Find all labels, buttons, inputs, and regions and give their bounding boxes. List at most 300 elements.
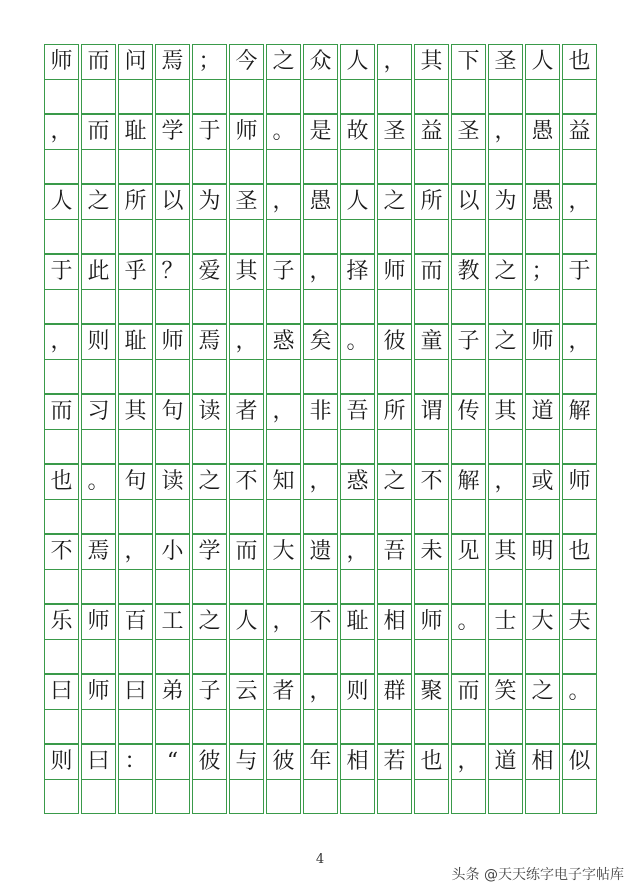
practice-cell (451, 499, 486, 534)
character-cell: ， (118, 534, 153, 569)
practice-cell (562, 569, 597, 604)
character-cell: 大 (266, 534, 301, 569)
character-cell: 年 (303, 744, 338, 779)
practice-cell (377, 289, 412, 324)
character-cell: 与 (229, 744, 264, 779)
practice-row (44, 79, 597, 114)
character-cell: 吾 (340, 394, 375, 429)
character-cell: ， (44, 114, 79, 149)
practice-cell (340, 709, 375, 744)
character-cell: 彼 (266, 744, 301, 779)
practice-cell (340, 149, 375, 184)
practice-cell (562, 709, 597, 744)
practice-cell (192, 709, 227, 744)
text-row (44, 534, 597, 569)
character-cell: 师 (44, 44, 79, 79)
page-number: 4 (315, 852, 325, 867)
practice-cell (155, 429, 190, 464)
practice-cell (488, 429, 523, 464)
character-cell: 。 (451, 604, 486, 639)
character-cell: 惑 (340, 464, 375, 499)
practice-cell (81, 149, 116, 184)
practice-row (44, 289, 597, 324)
practice-row (44, 359, 597, 394)
practice-cell (229, 639, 264, 674)
practice-cell (377, 639, 412, 674)
practice-cell (118, 219, 153, 254)
practice-cell (451, 219, 486, 254)
practice-cell (377, 359, 412, 394)
character-cell: 为 (192, 184, 227, 219)
character-cell: 圣 (488, 44, 523, 79)
practice-cell (229, 79, 264, 114)
character-cell: 道 (488, 744, 523, 779)
practice-cell (192, 149, 227, 184)
practice-cell (44, 779, 79, 814)
character-cell: 弟 (155, 674, 190, 709)
character-cell: 耻 (118, 114, 153, 149)
practice-cell (414, 149, 449, 184)
character-cell: ， (488, 114, 523, 149)
character-cell: 。 (562, 674, 597, 709)
character-cell: 或 (525, 464, 560, 499)
practice-cell (488, 289, 523, 324)
practice-cell (340, 569, 375, 604)
practice-row (44, 499, 597, 534)
character-cell: 择 (340, 254, 375, 289)
character-cell: ， (562, 324, 597, 359)
character-cell: ， (229, 324, 264, 359)
practice-cell (451, 149, 486, 184)
practice-cell (562, 499, 597, 534)
character-cell: 人 (525, 44, 560, 79)
character-cell: 习 (81, 394, 116, 429)
character-cell: 之 (525, 674, 560, 709)
practice-cell (81, 779, 116, 814)
practice-cell (229, 709, 264, 744)
practice-cell (266, 499, 301, 534)
character-cell: 读 (192, 394, 227, 429)
practice-cell (81, 219, 116, 254)
practice-cell (155, 219, 190, 254)
practice-cell (377, 219, 412, 254)
text-row (44, 394, 597, 429)
practice-cell (451, 709, 486, 744)
character-cell: 以 (451, 184, 486, 219)
practice-cell (377, 709, 412, 744)
practice-cell (155, 639, 190, 674)
character-cell: 乎 (118, 254, 153, 289)
grid-row-pair (44, 674, 597, 744)
practice-cell (562, 429, 597, 464)
practice-cell (414, 569, 449, 604)
practice-cell (414, 359, 449, 394)
practice-row (44, 779, 597, 814)
practice-cell (451, 639, 486, 674)
character-cell: ， (44, 324, 79, 359)
practice-cell (451, 779, 486, 814)
character-cell: ， (303, 674, 338, 709)
character-cell: 其 (414, 44, 449, 79)
practice-cell (303, 149, 338, 184)
grid-row-pair (44, 184, 597, 254)
character-cell: 之 (377, 464, 412, 499)
practice-cell (192, 779, 227, 814)
character-cell: 曰 (44, 674, 79, 709)
practice-cell (118, 149, 153, 184)
text-row (44, 674, 597, 709)
practice-cell (525, 149, 560, 184)
character-cell: 今 (229, 44, 264, 79)
grid-row-pair (44, 254, 597, 324)
character-cell: 圣 (377, 114, 412, 149)
character-cell: 读 (155, 464, 190, 499)
practice-cell (562, 149, 597, 184)
practice-cell (414, 219, 449, 254)
practice-cell (414, 779, 449, 814)
character-cell: 工 (155, 604, 190, 639)
practice-cell (155, 709, 190, 744)
character-cell: ， (562, 184, 597, 219)
practice-cell (340, 499, 375, 534)
practice-cell (81, 289, 116, 324)
practice-cell (488, 79, 523, 114)
character-cell: 师 (562, 464, 597, 499)
practice-cell (155, 289, 190, 324)
character-cell: 童 (414, 324, 449, 359)
character-cell: 子 (451, 324, 486, 359)
practice-cell (525, 79, 560, 114)
text-row (44, 184, 597, 219)
practice-cell (414, 429, 449, 464)
character-cell: ， (303, 464, 338, 499)
character-cell: ， (377, 44, 412, 79)
character-cell: 遗 (303, 534, 338, 569)
character-cell: 其 (118, 394, 153, 429)
practice-cell (192, 79, 227, 114)
practice-cell (266, 709, 301, 744)
grid-row-pair (44, 604, 597, 674)
practice-cell (525, 779, 560, 814)
practice-cell (340, 289, 375, 324)
character-cell: 。 (266, 114, 301, 149)
practice-cell (562, 289, 597, 324)
practice-cell (488, 709, 523, 744)
grid-row-pair (44, 324, 597, 394)
character-cell: 耻 (118, 324, 153, 359)
practice-cell (414, 709, 449, 744)
character-cell: 者 (229, 394, 264, 429)
practice-cell (525, 289, 560, 324)
practice-cell (266, 149, 301, 184)
character-cell: ； (192, 44, 227, 79)
character-cell: 相 (525, 744, 560, 779)
practice-row (44, 149, 597, 184)
character-cell: 曰 (81, 744, 116, 779)
grid-row-pair (44, 534, 597, 604)
practice-row (44, 219, 597, 254)
character-cell: 人 (229, 604, 264, 639)
character-cell: 曰 (118, 674, 153, 709)
practice-cell (44, 709, 79, 744)
practice-cell (525, 569, 560, 604)
practice-cell (488, 149, 523, 184)
character-cell: 士 (488, 604, 523, 639)
character-cell: “ (155, 744, 190, 779)
practice-cell (81, 709, 116, 744)
practice-cell (562, 779, 597, 814)
practice-cell (488, 359, 523, 394)
practice-cell (229, 499, 264, 534)
text-row (44, 114, 597, 149)
character-cell: 师 (81, 674, 116, 709)
character-cell: 彼 (377, 324, 412, 359)
character-cell: 云 (229, 674, 264, 709)
practice-cell (451, 429, 486, 464)
practice-cell (155, 499, 190, 534)
character-cell: 非 (303, 394, 338, 429)
practice-cell (118, 359, 153, 394)
practice-cell (155, 569, 190, 604)
practice-cell (303, 779, 338, 814)
grid-row-pair (44, 394, 597, 464)
character-cell: 于 (192, 114, 227, 149)
character-cell: 其 (488, 394, 523, 429)
practice-cell (303, 639, 338, 674)
practice-cell (81, 639, 116, 674)
character-cell: 而 (414, 254, 449, 289)
practice-cell (451, 79, 486, 114)
character-cell: 愚 (525, 114, 560, 149)
character-cell: 见 (451, 534, 486, 569)
practice-cell (44, 639, 79, 674)
character-cell: 而 (81, 114, 116, 149)
character-cell: 道 (525, 394, 560, 429)
practice-cell (266, 289, 301, 324)
practice-cell (192, 569, 227, 604)
practice-cell (451, 569, 486, 604)
character-cell: 师 (377, 254, 412, 289)
practice-cell (266, 779, 301, 814)
practice-cell (377, 779, 412, 814)
character-cell: 以 (155, 184, 190, 219)
character-cell: 焉 (81, 534, 116, 569)
character-cell: 愚 (303, 184, 338, 219)
character-cell: 益 (562, 114, 597, 149)
character-cell: 谓 (414, 394, 449, 429)
practice-cell (414, 639, 449, 674)
practice-cell (562, 359, 597, 394)
character-cell: 人 (340, 44, 375, 79)
character-cell: ， (451, 744, 486, 779)
character-cell: 师 (525, 324, 560, 359)
practice-cell (229, 149, 264, 184)
character-cell: 小 (155, 534, 190, 569)
character-cell: 句 (155, 394, 190, 429)
grid-row-pair (44, 464, 597, 534)
character-cell: ； (525, 254, 560, 289)
practice-cell (118, 79, 153, 114)
character-cell: 所 (377, 394, 412, 429)
practice-cell (118, 779, 153, 814)
practice-cell (303, 709, 338, 744)
character-cell: 不 (414, 464, 449, 499)
character-cell: 所 (414, 184, 449, 219)
character-cell: 此 (81, 254, 116, 289)
character-cell: 于 (562, 254, 597, 289)
practice-row (44, 569, 597, 604)
character-cell: 所 (118, 184, 153, 219)
character-cell: 则 (81, 324, 116, 359)
practice-cell (525, 639, 560, 674)
character-cell: 百 (118, 604, 153, 639)
text-row (44, 744, 597, 779)
practice-cell (303, 499, 338, 534)
character-cell: 知 (266, 464, 301, 499)
practice-cell (266, 569, 301, 604)
character-cell: 传 (451, 394, 486, 429)
character-cell: 圣 (451, 114, 486, 149)
practice-cell (229, 429, 264, 464)
character-cell: 相 (340, 744, 375, 779)
character-cell: 则 (340, 674, 375, 709)
character-cell: 若 (377, 744, 412, 779)
character-cell: 惑 (266, 324, 301, 359)
character-cell: 而 (229, 534, 264, 569)
practice-cell (525, 429, 560, 464)
character-cell: 之 (81, 184, 116, 219)
character-cell: 彼 (192, 744, 227, 779)
practice-cell (266, 219, 301, 254)
character-cell: 焉 (155, 44, 190, 79)
practice-cell (303, 219, 338, 254)
practice-cell (525, 359, 560, 394)
practice-cell (118, 569, 153, 604)
character-cell: 之 (488, 324, 523, 359)
character-cell: 也 (562, 44, 597, 79)
character-cell: 之 (192, 604, 227, 639)
text-row (44, 254, 597, 289)
practice-cell (525, 499, 560, 534)
practice-cell (118, 499, 153, 534)
practice-cell (44, 289, 79, 324)
character-cell: 也 (414, 744, 449, 779)
character-cell: 子 (192, 674, 227, 709)
practice-cell (155, 79, 190, 114)
character-cell: 笑 (488, 674, 523, 709)
character-cell: ， (266, 184, 301, 219)
practice-cell (303, 79, 338, 114)
practice-cell (562, 639, 597, 674)
practice-cell (229, 289, 264, 324)
practice-cell (81, 499, 116, 534)
character-cell: 其 (488, 534, 523, 569)
character-cell: 解 (451, 464, 486, 499)
practice-cell (81, 569, 116, 604)
practice-cell (155, 779, 190, 814)
practice-cell (229, 569, 264, 604)
character-cell: 而 (81, 44, 116, 79)
character-cell: 之 (266, 44, 301, 79)
practice-cell (44, 569, 79, 604)
character-cell: 众 (303, 44, 338, 79)
character-cell: 不 (303, 604, 338, 639)
practice-cell (340, 429, 375, 464)
practice-cell (488, 639, 523, 674)
character-cell: ？ (155, 254, 190, 289)
character-cell: 相 (377, 604, 412, 639)
grid-row-pair (44, 44, 597, 114)
character-cell: 吾 (377, 534, 412, 569)
practice-cell (414, 289, 449, 324)
character-cell: 师 (229, 114, 264, 149)
grid-row-pair (44, 114, 597, 184)
character-cell: 于 (44, 254, 79, 289)
practice-cell (192, 429, 227, 464)
character-cell: 愚 (525, 184, 560, 219)
watermark: 头条 @天天练字电子字帖库 (451, 867, 624, 883)
character-cell: 。 (81, 464, 116, 499)
character-cell: ， (488, 464, 523, 499)
character-cell: 矣 (303, 324, 338, 359)
practice-cell (340, 79, 375, 114)
character-cell: 益 (414, 114, 449, 149)
practice-cell (303, 289, 338, 324)
character-cell: 是 (303, 114, 338, 149)
practice-cell (118, 639, 153, 674)
text-row (44, 464, 597, 499)
character-cell: 为 (488, 184, 523, 219)
character-cell: 则 (44, 744, 79, 779)
text-row (44, 604, 597, 639)
grid-row-pair (44, 744, 597, 814)
character-cell: 故 (340, 114, 375, 149)
practice-cell (562, 79, 597, 114)
practice-cell (192, 359, 227, 394)
practice-cell (44, 359, 79, 394)
character-cell: 句 (118, 464, 153, 499)
practice-cell (192, 289, 227, 324)
practice-cell (414, 499, 449, 534)
practice-cell (488, 219, 523, 254)
practice-cell (81, 359, 116, 394)
practice-cell (192, 639, 227, 674)
character-cell: 解 (562, 394, 597, 429)
practice-cell (488, 569, 523, 604)
character-cell: 耻 (340, 604, 375, 639)
character-cell: ， (266, 604, 301, 639)
practice-cell (562, 219, 597, 254)
practice-cell (192, 499, 227, 534)
practice-cell (266, 79, 301, 114)
practice-row (44, 639, 597, 674)
character-cell: 人 (340, 184, 375, 219)
character-cell: 学 (192, 534, 227, 569)
text-row (44, 324, 597, 359)
practice-cell (266, 359, 301, 394)
practice-cell (377, 429, 412, 464)
character-cell: 教 (451, 254, 486, 289)
practice-cell (377, 149, 412, 184)
practice-cell (266, 639, 301, 674)
character-cell: 而 (44, 394, 79, 429)
practice-cell (451, 359, 486, 394)
practice-cell (303, 359, 338, 394)
practice-cell (340, 639, 375, 674)
character-cell: 其 (229, 254, 264, 289)
practice-cell (414, 79, 449, 114)
character-cell: 明 (525, 534, 560, 569)
